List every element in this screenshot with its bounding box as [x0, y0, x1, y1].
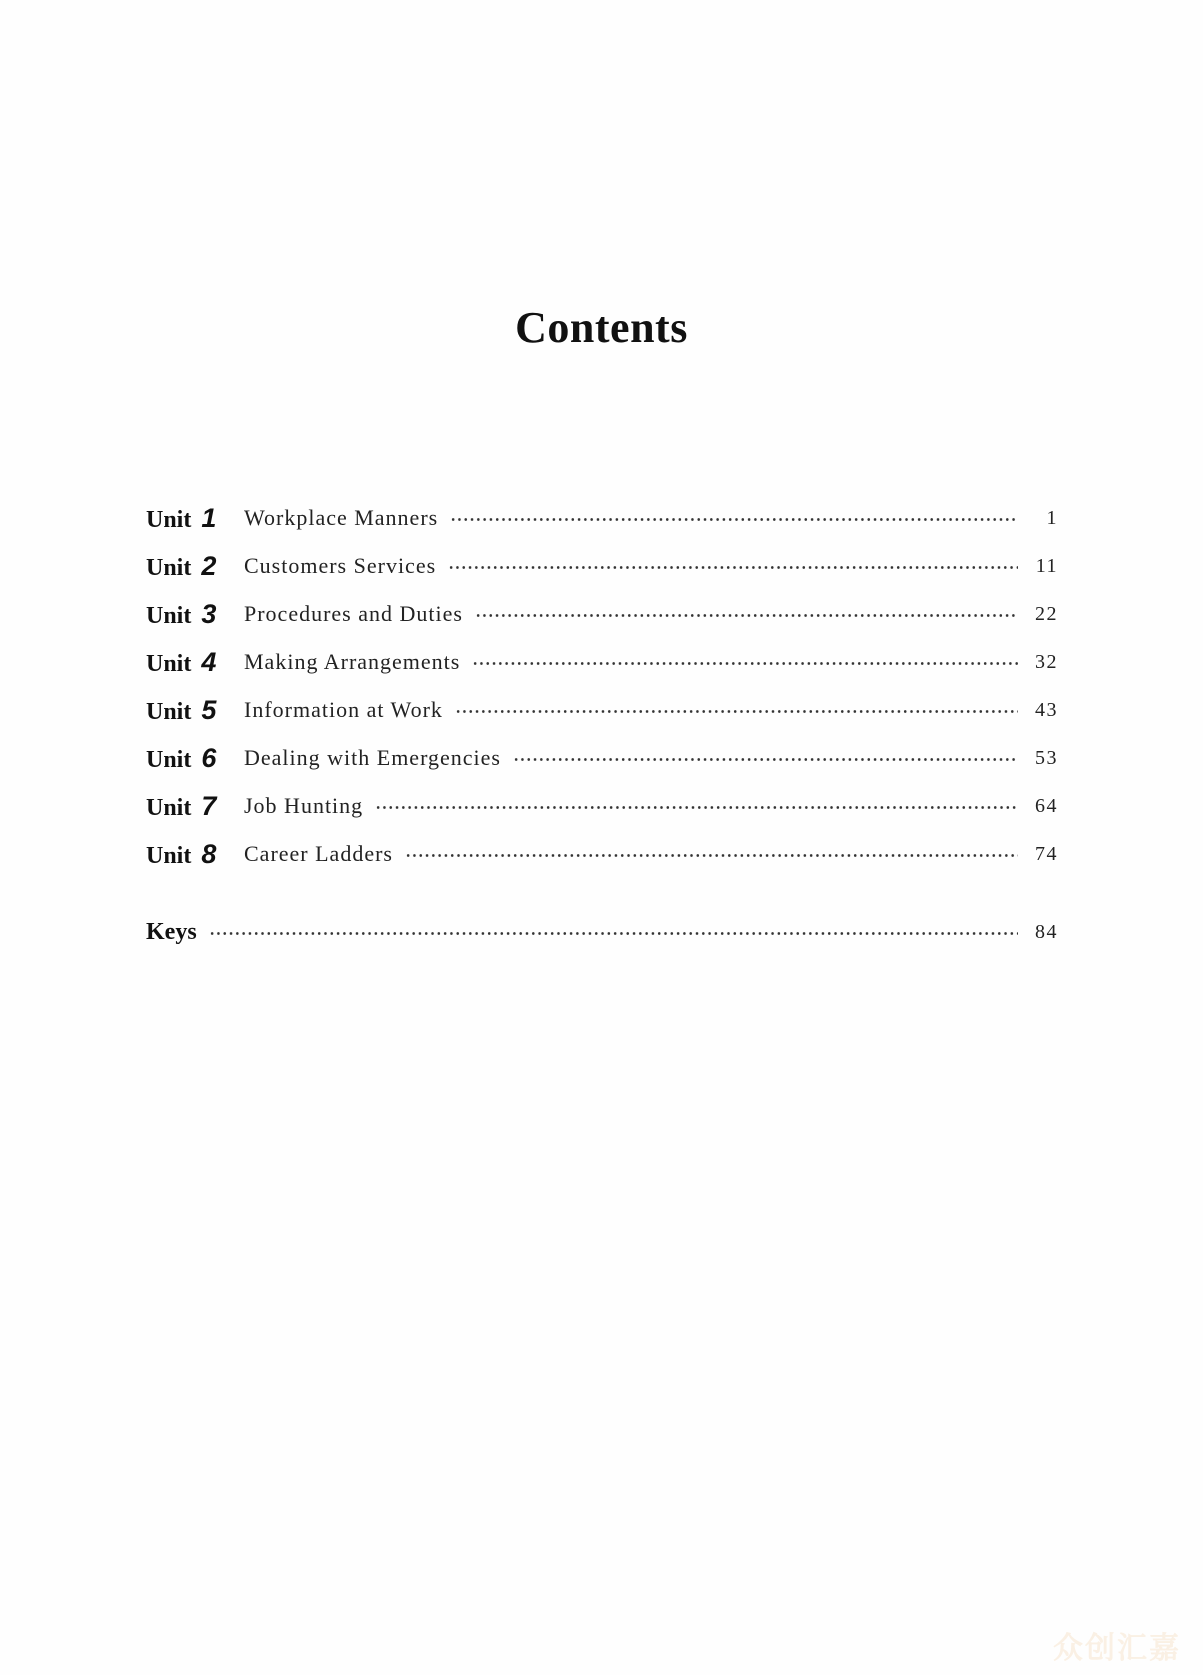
- unit-label: [146, 791, 244, 822]
- unit-label: [146, 599, 244, 630]
- unit-number: 8: [201, 838, 217, 869]
- unit-number: 1: [201, 502, 217, 533]
- dot-leader: [455, 710, 1018, 713]
- page-number: 1: [1046, 506, 1058, 529]
- dot-leader: [209, 932, 1018, 935]
- entry-title: Dealing with Emergencies: [244, 745, 501, 770]
- dot-leader: [450, 518, 1018, 521]
- unit-word: Unit: [146, 554, 192, 581]
- toc-entry-unit-4[interactable]: [146, 638, 1058, 686]
- toc-entry-unit-6[interactable]: [146, 734, 1058, 782]
- toc-entry-unit-1[interactable]: [146, 494, 1058, 542]
- table-of-contents: [146, 494, 1058, 878]
- unit-label: [146, 551, 244, 582]
- page-number: 32: [1035, 650, 1058, 673]
- entry-title: Making Arrangements: [244, 649, 461, 674]
- unit-label: [146, 503, 244, 534]
- page-number: 84: [1035, 920, 1058, 943]
- dot-leader: [472, 662, 1018, 665]
- unit-number: 4: [201, 646, 217, 677]
- page-number: 53: [1035, 746, 1058, 769]
- entry-title: Customers Services: [244, 553, 437, 578]
- entry-title: Career Ladders: [244, 841, 393, 866]
- toc-entry-unit-5[interactable]: [146, 686, 1058, 734]
- watermark: 众创汇嘉: [1053, 1631, 1181, 1666]
- unit-label: [146, 743, 244, 774]
- unit-label: [146, 695, 244, 726]
- page-number: 64: [1035, 794, 1058, 817]
- page-number: 74: [1035, 842, 1058, 865]
- dot-leader: [475, 614, 1018, 617]
- entry-title: Information at Work: [244, 697, 443, 722]
- unit-word: Unit: [146, 650, 192, 677]
- dot-leader: [448, 566, 1018, 569]
- toc-entry-unit-8[interactable]: [146, 830, 1058, 878]
- toc-entry-unit-3[interactable]: [146, 590, 1058, 638]
- dot-leader: [405, 854, 1018, 857]
- unit-number: 6: [201, 742, 217, 773]
- toc-entry-keys[interactable]: [146, 908, 1058, 956]
- entry-title: Procedures and Duties: [244, 601, 463, 626]
- page-title: Contents: [515, 303, 688, 352]
- unit-label: [146, 839, 244, 870]
- page-number: 22: [1035, 602, 1058, 625]
- toc-entry-unit-2[interactable]: [146, 542, 1058, 590]
- unit-word: Unit: [146, 746, 192, 773]
- unit-label: [146, 647, 244, 678]
- unit-word: Unit: [146, 602, 192, 629]
- unit-number: 3: [201, 598, 217, 629]
- entry-title: Job Hunting: [244, 793, 364, 818]
- page-number: 11: [1035, 554, 1058, 577]
- dot-leader: [513, 758, 1018, 761]
- unit-number: 7: [201, 790, 217, 821]
- unit-word: Unit: [146, 794, 192, 821]
- keys-label: Keys: [146, 918, 197, 945]
- page-number: 43: [1035, 698, 1058, 721]
- toc-entry-unit-7[interactable]: [146, 782, 1058, 830]
- unit-word: Unit: [146, 698, 192, 725]
- unit-number: 2: [201, 550, 217, 581]
- dot-leader: [375, 806, 1018, 809]
- entry-title: Workplace Manners: [244, 505, 439, 530]
- unit-number: 5: [201, 694, 217, 725]
- unit-word: Unit: [146, 842, 192, 869]
- unit-word: Unit: [146, 506, 192, 533]
